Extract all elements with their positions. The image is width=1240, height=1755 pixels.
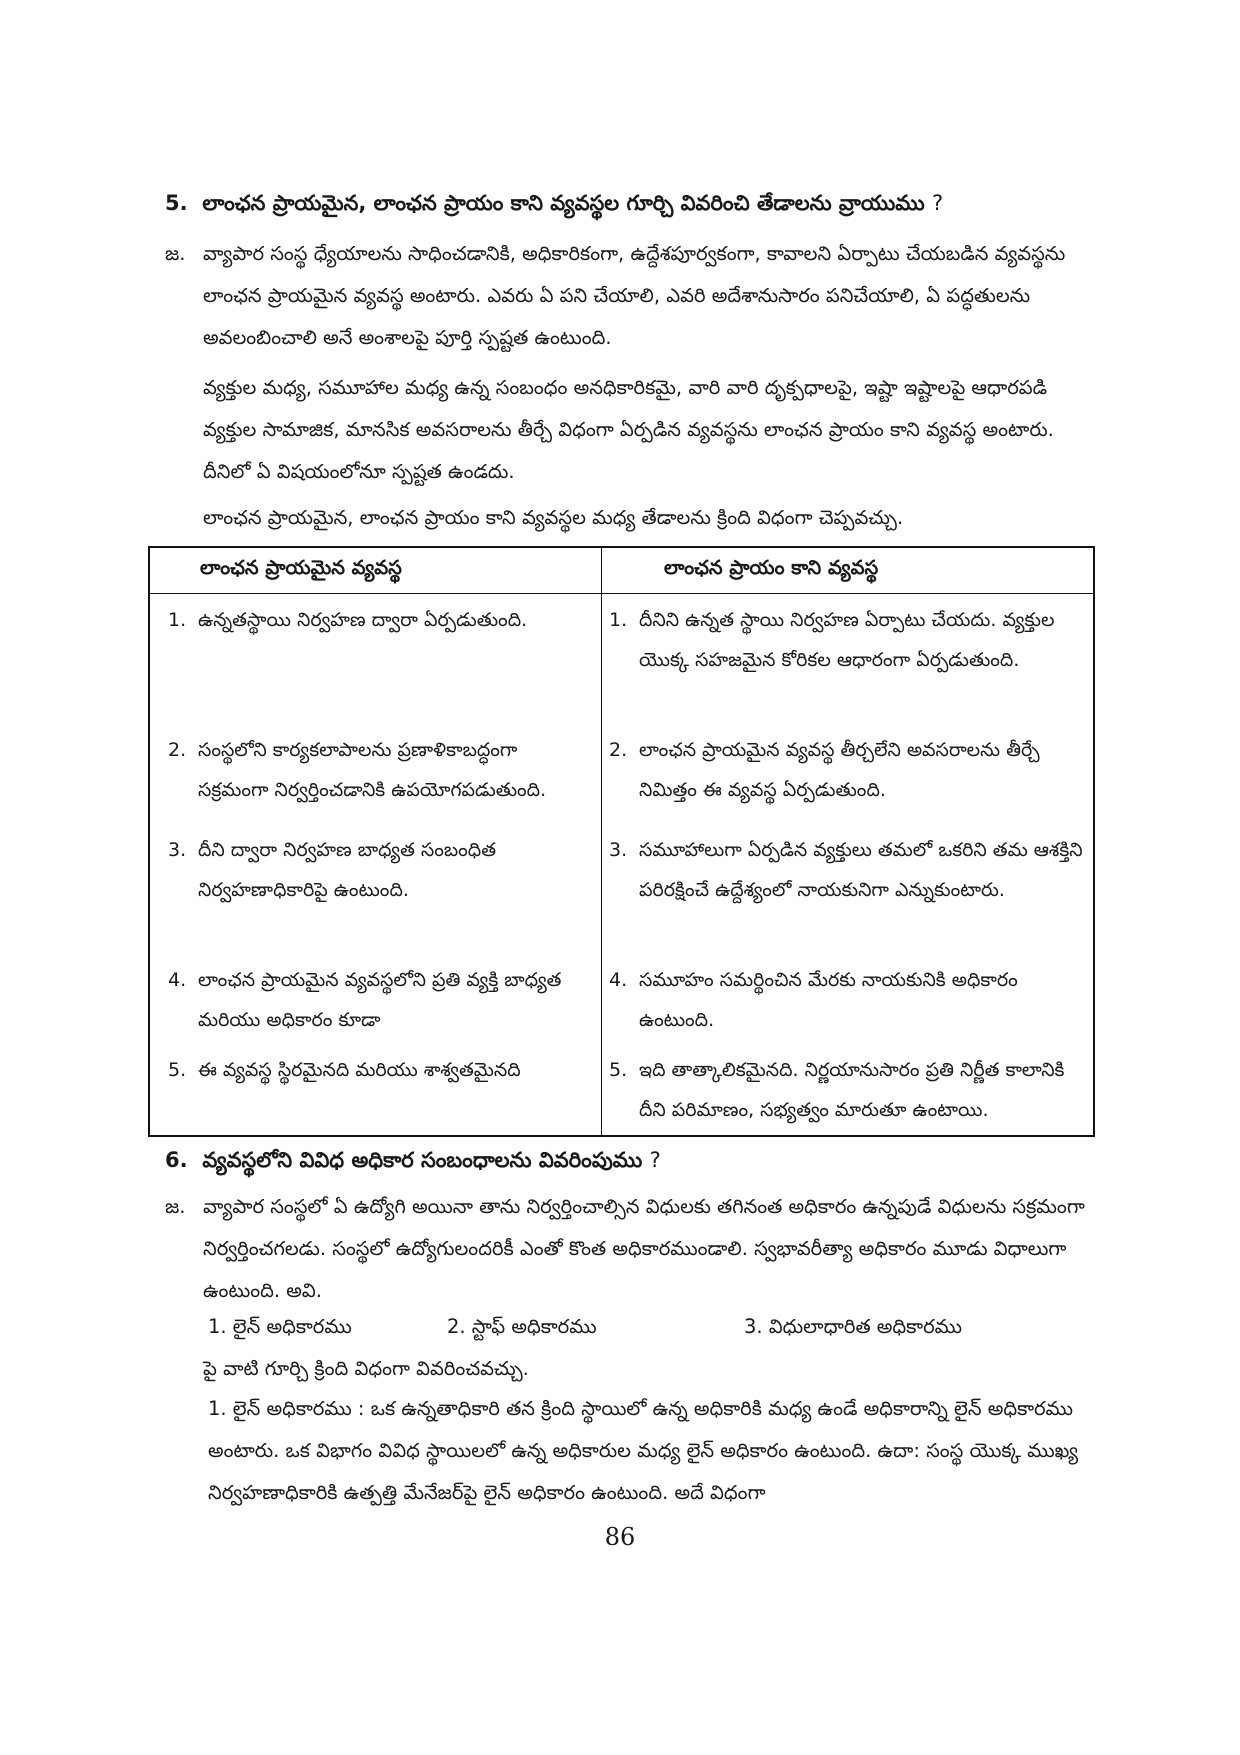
cell-text: లాంఛన ప్రాయమైన వ్యవస్థలోని ప్రతి వ్యక్తి బాధ్యత మరియు అధికారం కూడా — [198, 969, 562, 1031]
row-number: 3. — [168, 839, 187, 861]
table-cell-left — [168, 1050, 593, 1090]
answer-prefix: జ. — [165, 242, 186, 265]
cell-text: ఇది తాత్కాలికమైనది. నిర్ణయానుసారం ప్రతి నిర్ణీత కాలానికి దీని పరిమాణం, సభ్యత్వం మారుతూ ఉంటాయి. — [639, 1059, 1065, 1121]
answer-5-paragraph-2: వ్యక్తుల మధ్య, సమూహాల మధ్య ఉన్న సంబంధం అనధికారికమై, వారి వారి దృక్పధాలపై, ఇష్టా ఇష్టాలపై ఆధారపడి వ్యక్తుల సామాజిక, మానసిక అవసరాలను తీర్చే విధంగా ఏర్పడిన వ్యవస్థను లాంఛన ప్రాయం కాని వ్యవస్థ అంటారు. దీనిలో ఏ విషయంలోనూ స్పష్టత ఉండదు. — [203, 376, 1054, 483]
table-cell-left — [168, 600, 593, 640]
row-number: 2. — [609, 739, 628, 761]
question-number: 5. — [165, 191, 188, 215]
row-number: 4. — [168, 969, 187, 991]
answer-text: వ్యాపార సంస్థలో ఏ ఉద్యోగి అయినా తాను నిర్వర్తించాల్సిన విధులకు తగినంత అధికారం ఉన్నపుడే విధులను సక్రమంగా నిర్వర్తించగలడు. సంస్థలో ఉద్యోగులందరికీ ఎంతో కొంత అధికారముండాలి. స్వభావరీత్యా అధికారం మూడు విధాలుగా ఉంటుంది. అవి. — [203, 1195, 1085, 1302]
authority-type-functional: 3. విధులాధారిత అధికారము — [744, 1315, 963, 1338]
row-number: 4. — [609, 969, 628, 991]
table-cell-left — [168, 730, 593, 810]
question-text: లాంఛన ప్రాయమైన, లాంఛన ప్రాయం కాని వ్యవస్థల గూర్చి వివరించి తేడాలను వ్రాయుము — [202, 191, 925, 215]
table-cell-right — [609, 960, 1087, 1040]
cell-text: లాంఛన ప్రాయమైన వ్యవస్థ తీర్చలేని అవసరాలను తీర్చే నిమిత్తం ఈ వ్యవస్థ ఏర్పడుతుంది. — [639, 739, 1040, 801]
row-number: 1. — [168, 609, 187, 631]
answer-6-paragraph-1 — [165, 1186, 1095, 1312]
question-6-heading — [165, 1145, 1105, 1175]
cell-text: సమూహాలుగా ఏర్పడిన వ్యక్తులు తమలో ఒకరిని తమ ఆశక్తిని పరిరక్షించే ఉద్దేశ్యంలో నాయకునిగా ఎన్నుకుంటారు. — [639, 839, 1083, 901]
question-mark: ? — [649, 1148, 661, 1172]
authority-type-line: 1. లైన్ అధికారము — [208, 1315, 352, 1338]
table-cell-right — [609, 830, 1087, 910]
column-divider — [601, 548, 602, 1135]
question-text: వ్యవస్థలోని వివిధ అధికార సంబంధాలను వివరింపుము — [202, 1148, 643, 1172]
cell-text: దీని ద్వారా నిర్వహణ బాధ్యత సంబంధిత నిర్వహణాధికారిపై ఉంటుంది. — [198, 839, 496, 901]
table-cell-right — [609, 600, 1087, 680]
table-cell-left — [168, 960, 593, 1040]
cell-text: ఉన్నతస్థాయి నిర్వహణ ద్వారా ఏర్పడుతుంది. — [198, 609, 528, 631]
table-cell-right — [609, 1050, 1087, 1130]
answer-prefix: జ. — [165, 1195, 186, 1218]
answer-text: వ్యాపార సంస్థ ధ్యేయాలను సాధించడానికి, అధికారికంగా, ఉద్దేశపూర్వకంగా, కావాలని ఏర్పాటు చేయబడిన వ్యవస్థను లాంఛన ప్రాయమైన వ్యవస్థ అంటారు. ఎవరు ఏ పని చేయాలి, ఎవరి అదేశానుసారం పనిచేయాలి, ఏ పద్ధతులను అవలంబించాలి అనే అంశాలపై పూర్తి స్పష్టత ఉంటుంది. — [203, 242, 1066, 349]
question-5-heading — [165, 188, 1105, 218]
question-mark: ? — [932, 191, 944, 215]
row-number: 5. — [609, 1059, 628, 1081]
question-number: 6. — [165, 1148, 188, 1172]
table-header-right: లాంఛన ప్రాయం కాని వ్యవస్థ — [664, 556, 879, 579]
authority-type-staff: 2. స్టాఫ్ అధికారము — [447, 1315, 597, 1338]
row-number: 2. — [168, 739, 187, 761]
header-divider — [150, 593, 1093, 594]
answer-6-paragraph-2: పై వాటి గూర్చి క్రింది విధంగా వివరించవచ్చు. — [203, 1357, 529, 1380]
page-number: 86 — [604, 1523, 636, 1551]
row-number: 1. — [609, 609, 628, 631]
table-cell-left — [168, 830, 593, 910]
answer-6-paragraph-3: 1. లైన్ అధికారము : ఒక ఉన్నతాధికారి తన క్రింది స్థాయిలో ఉన్న అధికారికి మధ్య ఉండే అధికారాన్ని లైన్ అధికారము అంటారు. ఒక విభాగం వివిధ స్థాయిలలో ఉన్న అధికారుల మధ్య లైన్ అధికారం ఉంటుంది. ఉదా: సంస్థ యొక్క ముఖ్య నిర్వహణాధికారికి ఉత్పత్తి మేనేజర్‌పై లైన్ అధికారం ఉంటుంది. అదే విధంగా — [208, 1397, 1079, 1504]
comparison-table — [148, 546, 1095, 1137]
answer-5-paragraph-3: లాంఛన ప్రాయమైన, లాంఛన ప్రాయం కాని వ్యవస్థల మధ్య తేడాలను క్రింది విధంగా చెప్పవచ్చు. — [203, 506, 904, 529]
row-number: 5. — [168, 1059, 187, 1081]
cell-text: దీనిని ఉన్నత స్థాయి నిర్వహణ ఏర్పాటు చేయదు. వ్యక్తుల యొక్క సహజమైన కోరికల ఆధారంగా ఏర్పడుతుంది. — [639, 609, 1055, 671]
table-header-left: లాంఛన ప్రాయమైన వ్యవస్థ — [200, 556, 402, 579]
cell-text: సమూహం సమర్థించిన మేరకు నాయకునికి అధికారం ఉంటుంది. — [639, 969, 1018, 1031]
cell-text: ఈ వ్యవస్థ స్థిరమైనది మరియు శాశ్వతమైనది — [198, 1059, 521, 1081]
row-number: 3. — [609, 839, 628, 861]
cell-text: సంస్థలోని కార్యకలాపాలను ప్రణాళికాబద్ధంగా సక్రమంగా నిర్వర్తించడానికి ఉపయోగపడుతుంది. — [198, 739, 547, 801]
table-cell-right — [609, 730, 1087, 810]
answer-5-paragraph-1 — [165, 233, 1095, 359]
